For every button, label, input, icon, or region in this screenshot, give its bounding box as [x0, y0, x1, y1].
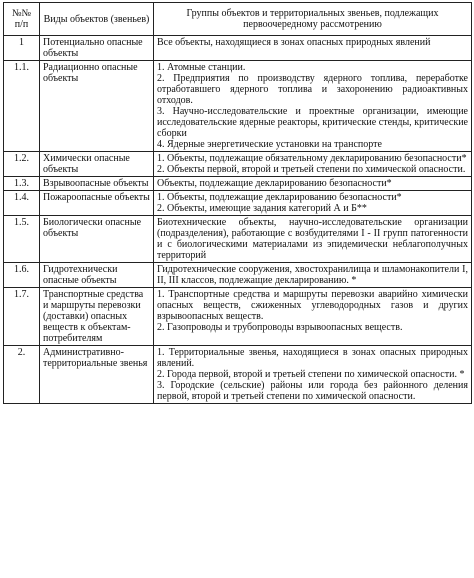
object-groups	[154, 288, 472, 346]
object-groups	[154, 346, 472, 404]
object-type: Потенциально опасные объекты	[40, 36, 154, 61]
group-item: 1. Объекты, подлежащие декларированию безопасности*	[157, 192, 402, 203]
group-item: 2. Предприятия по производству ядерного топлива, переработке отработавшего ядерного топлива и захоронению радиоактивных отходов.	[157, 73, 468, 106]
object-groups	[154, 36, 472, 61]
group-item: 1. Атомные станции.	[157, 62, 246, 73]
object-groups	[154, 152, 472, 177]
table-row	[4, 288, 472, 346]
row-number: 1	[4, 36, 40, 61]
object-groups	[154, 61, 472, 152]
object-type: Радиационно опасные объекты	[40, 61, 154, 152]
object-groups	[154, 263, 472, 288]
table-row	[4, 152, 472, 177]
object-type: Биологически опасные объекты	[40, 216, 154, 263]
group-item: 4. Ядерные энергетические установки на транспорте	[157, 139, 382, 150]
header-num: №№ п/п	[4, 3, 40, 36]
object-groups	[154, 177, 472, 191]
table-row	[4, 346, 472, 404]
table-body	[4, 36, 472, 404]
table-row	[4, 36, 472, 61]
group-item: 1. Транспортные средства и маршруты перевозки аварийно химически опасных веществ, сжиженных углеводородных газов и других взрывоопасных веществ.	[157, 289, 468, 322]
group-item: 3. Научно-исследовательские и проектные организации, имеющие исследовательские ядерные реакторы, критические стенды, критические сборки	[157, 106, 468, 139]
group-item: Все объекты, находящиеся в зонах опасных природных явлений	[157, 37, 431, 48]
row-number: 1.5.	[4, 216, 40, 263]
object-groups	[154, 191, 472, 216]
group-item: 2. Объекты, имеющие задания категорий А и Б**	[157, 203, 367, 214]
object-type: Пожароопасные объекты	[40, 191, 154, 216]
group-item: 2. Объекты первой, второй и третьей степени по химической опасности.	[157, 164, 466, 175]
row-number: 1.7.	[4, 288, 40, 346]
object-type: Взрывоопасные объекты	[40, 177, 154, 191]
group-item: Гидротехнические сооружения, хвостохранилища и шламонакопители I, II, III классов, подлежащие декларированию. *	[157, 264, 468, 286]
row-number: 2.	[4, 346, 40, 404]
group-item: Объекты, подлежащие декларированию безопасности*	[157, 178, 392, 189]
group-item: 1. Объекты, подлежащие обязательному декларированию безопасности*	[157, 153, 467, 164]
group-item: 2. Города первой, второй и третьей степени по химической опасности. *	[157, 369, 465, 380]
row-number: 1.1.	[4, 61, 40, 152]
group-item: 1. Территориальные звенья, находящиеся в зонах опасных природных явлений.	[157, 347, 468, 369]
row-number: 1.2.	[4, 152, 40, 177]
table-row	[4, 61, 472, 152]
object-type: Транспортные средства и маршруты перевозки (доставки) опасных веществ к объектам-потребителям	[40, 288, 154, 346]
object-type: Гидротехнически опасные объекты	[40, 263, 154, 288]
table-row	[4, 263, 472, 288]
object-groups	[154, 216, 472, 263]
table-row	[4, 177, 472, 191]
table-row	[4, 216, 472, 263]
header-object-type: Виды объектов (звеньев)	[40, 3, 154, 36]
header-groups: Группы объектов и территориальных звеньев, подлежащих первоочередному рассмотрению	[154, 3, 472, 36]
table-header-row	[4, 3, 472, 36]
group-item: Биотехнические объекты, научно-исследовательские организации (подразделения), работающие с возбудителями I - II групп патогенности и с биологическими материалами из эпидемически неблагополучных территорий	[157, 217, 468, 261]
group-item: 2. Газопроводы и трубопроводы взрывоопасных веществ.	[157, 322, 403, 333]
group-item: 3. Городские (сельские) районы или города без районного деления первой, второй и третьей степени по химической опасности.	[157, 380, 468, 402]
object-type: Административно-территориальные звенья	[40, 346, 154, 404]
object-type: Химически опасные объекты	[40, 152, 154, 177]
row-number: 1.3.	[4, 177, 40, 191]
row-number: 1.6.	[4, 263, 40, 288]
row-number: 1.4.	[4, 191, 40, 216]
table-row	[4, 191, 472, 216]
hazard-objects-table	[3, 2, 472, 404]
